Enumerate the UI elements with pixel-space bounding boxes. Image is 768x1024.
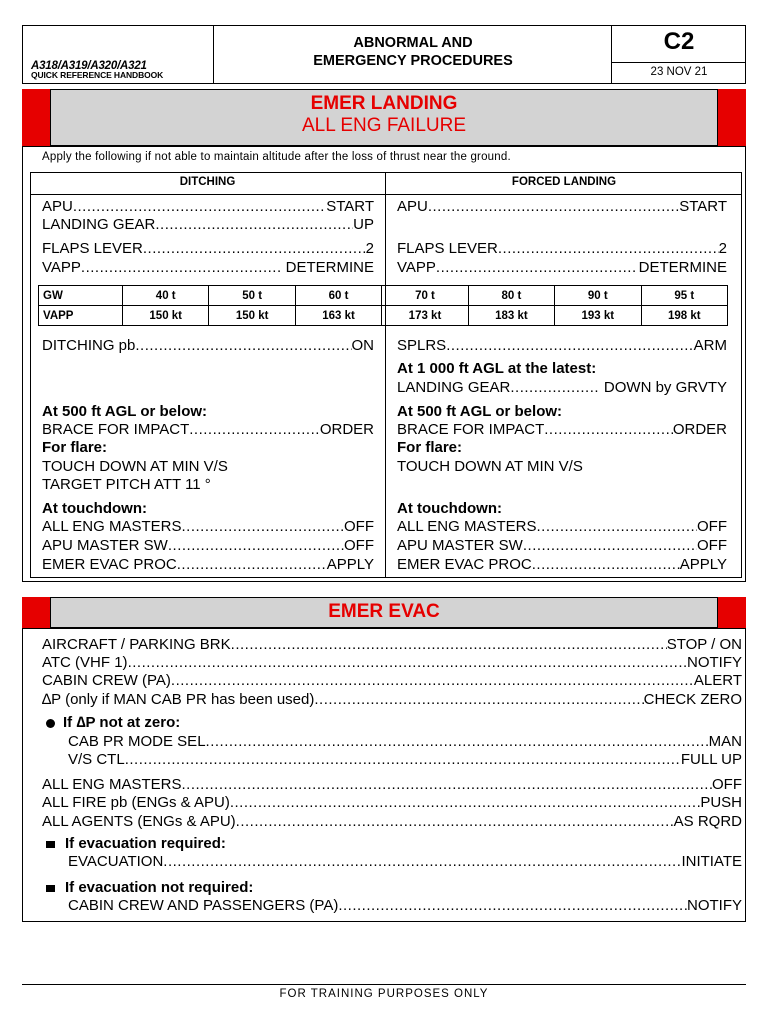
gw-label: GW: [39, 286, 123, 306]
evac-item-row: ∆P (only if MAN CAB PR has been used) ..... CHECK ZERO: [42, 691, 742, 709]
vapp-cell: 173 kt: [382, 306, 468, 326]
gw-cell: 70 t: [382, 286, 468, 306]
emer-landing-header: [50, 89, 718, 146]
ditch-brace-row: BRACE FOR IMPACT ..... ORDER: [42, 421, 374, 439]
red-tab-left: [22, 89, 50, 146]
emer-evac-header: [50, 597, 718, 628]
gw-cell: 90 t: [555, 286, 641, 306]
title-line-1: ABNORMAL AND: [353, 35, 473, 51]
vapp-cell: 193 kt: [555, 306, 641, 326]
ditch-500ft-heading: At 500 ft AGL or below:: [42, 403, 208, 420]
footer-rule: [22, 984, 746, 985]
evac-item-row: ALL AGENTS (ENGs & APU) ..... AS RQRD: [42, 813, 742, 831]
forced-touchdown-text: TOUCH DOWN AT MIN V/S: [397, 458, 583, 475]
qrh-label: QUICK REFERENCE HANDBOOK: [31, 70, 164, 80]
vapp-label: VAPP: [39, 306, 123, 326]
square-bullet-icon: [46, 885, 55, 892]
document-title: [214, 34, 612, 70]
emer-landing-title: EMER LANDING: [310, 93, 458, 114]
forced-splrs-row: SPLRS ..... ARM: [397, 337, 727, 355]
column-divider: [385, 172, 386, 578]
forced-flaps-row: FLAPS LEVER ..... 2: [397, 240, 727, 258]
red-tab-left: [22, 597, 50, 628]
ditch-eng-masters-row: ALL ENG MASTERS ..... OFF: [42, 518, 374, 536]
evac-item-row: ALL ENG MASTERS ..... OFF: [42, 776, 742, 794]
ditching-pb-row: DITCHING pb ..... ON: [42, 337, 374, 355]
evac-sub-item-row: CAB PR MODE SEL ..... MAN: [68, 733, 742, 751]
ditch-gear-row: LANDING GEAR ..... UP: [42, 216, 374, 234]
forced-landing-column-head: FORCED LANDING: [511, 176, 617, 188]
footer-text: FOR TRAINING PURPOSES ONLY: [279, 988, 489, 1000]
forced-apu-row: APU ..... START: [397, 198, 727, 216]
vapp-cell: 150 kt: [209, 306, 295, 326]
vapp-cell: 198 kt: [641, 306, 727, 326]
ditch-apu-master-row: APU MASTER SW ..... OFF: [42, 537, 374, 555]
revision-date: 23 NOV 21: [650, 66, 708, 78]
page-code: C2: [663, 28, 695, 55]
ditching-column-head: DITCHING: [179, 176, 236, 188]
forced-1000ft-heading: At 1 000 ft AGL at the latest:: [397, 360, 597, 377]
gw-cell: 95 t: [641, 286, 727, 306]
evac-required-condition: If evacuation required:: [46, 835, 226, 853]
evac-sub-item-row: CABIN CREW AND PASSENGERS (PA) ..... NOTIFY: [68, 897, 742, 915]
evac-item-row: ALL FIRE pb (ENGs & APU) ..... PUSH: [42, 794, 742, 812]
forced-touchdown-heading: At touchdown:: [397, 500, 502, 517]
forced-gear-row: LANDING GEAR ..... DOWN by GRVTY: [397, 379, 727, 397]
forced-brace-row: BRACE FOR IMPACT ..... ORDER: [397, 421, 727, 439]
gw-vapp-table: [38, 285, 728, 326]
square-bullet-icon: [46, 841, 55, 848]
red-tab-right: [718, 597, 746, 628]
evac-sub-item-row: EVACUATION ..... INITIATE: [68, 853, 742, 871]
forced-evac-row: EMER EVAC PROC ..... APPLY: [397, 556, 727, 574]
vapp-cell: 183 kt: [468, 306, 554, 326]
ditch-evac-row: EMER EVAC PROC ..... APPLY: [42, 556, 374, 574]
ditch-touchdown-heading: At touchdown:: [42, 500, 147, 517]
gw-cell: 60 t: [295, 286, 381, 306]
round-bullet-icon: [46, 719, 55, 728]
ditch-apu-row: APU ..... START: [42, 198, 374, 216]
emer-evac-title: EMER EVAC: [328, 601, 440, 622]
gw-row: [39, 286, 728, 306]
gw-cell: 40 t: [123, 286, 209, 306]
delta-p-condition: If ∆P not at zero:: [46, 714, 180, 732]
ditch-vapp-row: VAPP ..... DETERMINE: [42, 259, 374, 277]
title-line-2: EMERGENCY PROCEDURES: [313, 53, 513, 69]
ditch-flare-heading: For flare:: [42, 439, 108, 456]
forced-flare-heading: For flare:: [397, 439, 463, 456]
column-head-line: [30, 194, 742, 195]
forced-500ft-heading: At 500 ft AGL or below:: [397, 403, 563, 420]
evac-item-row: CABIN CREW (PA) ..... ALERT: [42, 672, 742, 690]
intro-text: Apply the following if not able to maintain altitude after the loss of thrust near the ground.: [42, 151, 511, 163]
evac-sub-item-row: V/S CTL ..... FULL UP: [68, 751, 742, 769]
ditch-touchdown-text: TOUCH DOWN AT MIN V/S: [42, 458, 228, 475]
vapp-cell: 163 kt: [295, 306, 381, 326]
gw-cell: 50 t: [209, 286, 295, 306]
ditch-flaps-row: FLAPS LEVER ..... 2: [42, 240, 374, 258]
ditch-pitch-text: TARGET PITCH ATT 11 °: [42, 476, 211, 493]
aircraft-models: A318/A319/A320/A321: [31, 60, 147, 72]
header-divider-3: [611, 62, 746, 63]
vapp-cell: 150 kt: [123, 306, 209, 326]
evac-item-row: ATC (VHF 1) ..... NOTIFY: [42, 654, 742, 672]
vapp-row: [39, 306, 728, 326]
emer-landing-subtitle: ALL ENG FAILURE: [301, 115, 467, 136]
forced-eng-masters-row: ALL ENG MASTERS ..... OFF: [397, 518, 727, 536]
forced-vapp-row: VAPP ..... DETERMINE: [397, 259, 727, 277]
evac-item-row: AIRCRAFT / PARKING BRK ..... STOP / ON: [42, 636, 742, 654]
forced-apu-master-row: APU MASTER SW ..... OFF: [397, 537, 727, 555]
evac-not-required-condition: If evacuation not required:: [46, 879, 253, 897]
gw-cell: 80 t: [468, 286, 554, 306]
red-tab-right: [718, 89, 746, 146]
